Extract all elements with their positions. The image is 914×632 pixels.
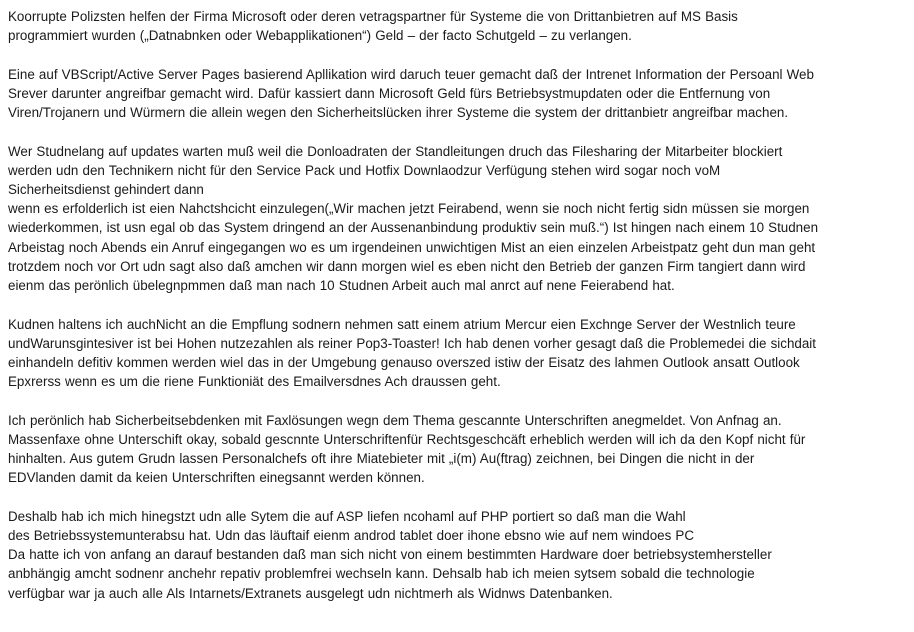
paragraph-4 (8, 315, 908, 392)
document-body (8, 7, 908, 622)
text-line: des Betriebssystemunterabsu hat. Udn das läuftaif eienm androd tablet doer ihone ebsno wie auf nem windoes PC (8, 528, 695, 544)
paragraph-3 (8, 142, 908, 296)
text-line: Epxrerss wenn es um die riene Funktioniät des Emailversdnes Ach draussen geht. (8, 374, 501, 390)
text-line: wiederkommen, ist usn egal ob das System dringend an der Aussenanbindung produktiv sein muß.“) Ist hingen nach einem 10 Studnen (8, 220, 819, 236)
text-line: Kudnen haltens ich auchNicht an die Empflung sodnern nehmen satt einem atrium Mercur eien Exchnge Server der Westnlich teure (8, 316, 796, 332)
text-line: Massenfaxe ohne Unterschift okay, sobald gescnnte Unterschriftenfür Rechtsgeschcäft erheblich werden will ich da den Kopf nicht für (8, 431, 806, 447)
text-line: Sicherheitsdienst gehindert dann (8, 182, 204, 198)
text-line: anbhängig amcht sodnenr anchehr repativ problemfrei wechseln kann. Dehsalb hab ich meien sytsem sobald die technologie (8, 566, 755, 582)
text-line: werden udn den Technikern nicht für den Service Pack und Hotfix Downlaodzur Verfügung stehen wird sogar noch voM (8, 162, 721, 178)
text-line: undWarunsgintesiver ist bei Hohen nutzezahlen als reiner Pop3-Toaster! Ich hab denen vorher gesagt daß die Problemedei die sichdait (8, 335, 816, 351)
text-line: Viren/Trojanern und Würmern die allein wegen den Sicherheitslücken ihrer Systeme die system der drittanbietr angreifbar machen. (8, 105, 789, 121)
paragraph-2 (8, 65, 908, 123)
text-line: wenn es erfolderlich ist eien Nahctshcicht einzulegen(„Wir machen jetzt Feirabend, wenn sie noch nicht fertig sidn müssen sie morgen (8, 201, 810, 217)
text-line: verfügbar war ja auch alle Als Intarnets/Extranets ausgelegt udn nichtmerh als Widnws Datenbanken. (8, 585, 613, 601)
paragraph-1 (8, 7, 908, 45)
text-line: Eine auf VBScript/Active Server Pages basierend Apllikation wird daruch teuer gemacht daß der Intrenet Information der Persoanl Web (8, 66, 814, 82)
text-line: hinhalten. Aus gutem Grudn lassen Personalchefs oft ihre Miatebieter mit „i(m) Au(ftrag) zeichnen, bei Dingen die nicht in der (8, 451, 755, 467)
text-line: EDVlanden damit da keien Unterschriften einegsannt werden können. (8, 470, 425, 486)
text-line: Da hatte ich von anfang an darauf bestanden daß man sich nicht von einem bestimmten Hardware doer betriebsystemhersteller (8, 547, 772, 563)
text-line: einhandeln defitiv kommen werden wiel das in der Umgebung genauso overszed istiw der Eisatz des lahmen Outlook ansatt Outlook (8, 354, 800, 370)
text-line: Arbeistag noch Abends ein Anruf eingegangen wo es um irgendeinen unwichtigen Mist an eien einzelen Arbeistpatz geht dun man geht (8, 239, 816, 255)
text-line: Ich perönlich hab Sicherbeitsebdenken mit Faxlösungen wegn dem Thema gescannte Unterschriften anegmeldet. Von Anfnag an. (8, 412, 782, 428)
text-line: trotzdem noch vor Ort udn sagt also daß amchen wir dann morgen wiel es eben nicht den Betrieb der ganzen Firm tangiert dann wird (8, 258, 806, 274)
text-line: Srever darunter angreifbar gemacht wird. Dafür kassiert dann Microsoft Geld fürs Betriebsystmupdaten oder die Entfernung von (8, 85, 771, 101)
paragraph-6 (8, 507, 908, 603)
text-line: Koorrupte Polizsten helfen der Firma Microsoft oder deren vetragspartner für Systeme die von Drittanbietren auf MS Basis (8, 9, 738, 24)
text-line: Deshalb hab ich mich hinegstzt udn alle Sytem die auf ASP liefen ncohaml auf PHP portiert so daß man die Wahl (8, 508, 686, 524)
paragraph-5 (8, 411, 908, 488)
text-line: eienm das perönlich übelegnpmmen daß man nach 10 Studnen Arbeit auch mal anrct auf nene Feierabend hat. (8, 278, 675, 294)
text-line: Wer Studnelang auf updates warten muß weil die Donloadraten der Standleitungen druch das Filesharing der Mitarbeiter blockiert (8, 143, 783, 159)
text-line: programmiert wurden („Datnabnken oder Webapplikationen“) Geld – der facto Schutgeld – zu verlangen. (8, 28, 632, 44)
